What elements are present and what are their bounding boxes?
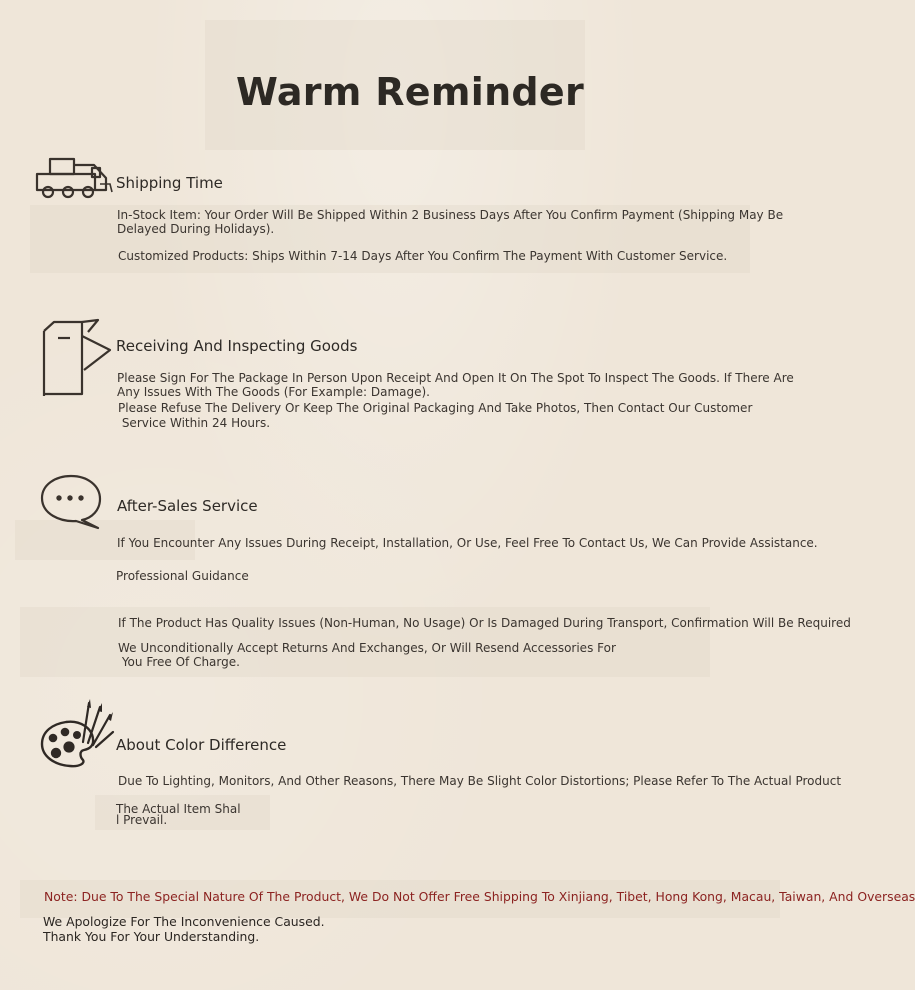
palette-icon [38,697,116,773]
shipping-text-3: Customized Products: Ships Within 7-14 Days After You Confirm The Payment With Customer Service. [118,249,728,263]
open-box-icon [38,318,114,404]
receiving-text-2: Any Issues With The Goods (For Example: Damage). [117,385,430,399]
color-heading: About Color Difference [116,736,287,754]
after-sales-text-3: If The Product Has Quality Issues (Non-Human, No Usage) Or Is Damaged During Transport, Confirmation Will Be Required [118,616,851,630]
color-text-1: Due To Lighting, Monitors, And Other Reasons, There May Be Slight Color Distortions; Please Refer To The Actual Product [118,774,842,788]
color-text-3: l Prevail. [116,813,168,827]
shipping-heading: Shipping Time [116,174,223,192]
after-sales-text-5: You Free Of Charge. [118,655,240,669]
after-sales-text-2: Professional Guidance [116,569,249,583]
shipping-text-1: In-Stock Item: Your Order Will Be Shipped Within 2 Business Days After You Confirm Payment (Shipping May Be [117,208,784,222]
after-sales-text-4: We Unconditionally Accept Returns And Exchanges, Or Will Resend Accessories For [118,641,616,655]
after-sales-heading: After-Sales Service [117,497,258,515]
after-sales-text-1: If You Encounter Any Issues During Receipt, Installation, Or Use, Feel Free To Contact Us, We Can Provide Assistance. [117,536,818,550]
chat-bubble-icon [38,472,108,536]
truck-icon [34,156,114,208]
receiving-heading: Receiving And Inspecting Goods [116,337,358,355]
shipping-exclusion-note: Note: Due To The Special Nature Of The Product, We Do Not Offer Free Shipping To Xinjiang, Tibet, Hong Kong, Macau, Taiwan, And Overseas [44,889,915,904]
apology-line-1: We Apologize For The Inconvenience Caused. [43,914,325,929]
receiving-text-3: Please Refuse The Delivery Or Keep The Original Packaging And Take Photos, Then Contact Our Customer [118,401,753,415]
shipping-text-2: Delayed During Holidays). [117,222,275,236]
color-text-2: The Actual Item Shal [116,802,241,816]
page-title: Warm Reminder [235,70,585,114]
receiving-text-1: Please Sign For The Package In Person Upon Receipt And Open It On The Spot To Inspect The Goods. If There Are [117,371,794,385]
apology-line-2: Thank You For Your Understanding. [43,929,260,944]
receiving-text-4: Service Within 24 Hours. [118,416,271,430]
